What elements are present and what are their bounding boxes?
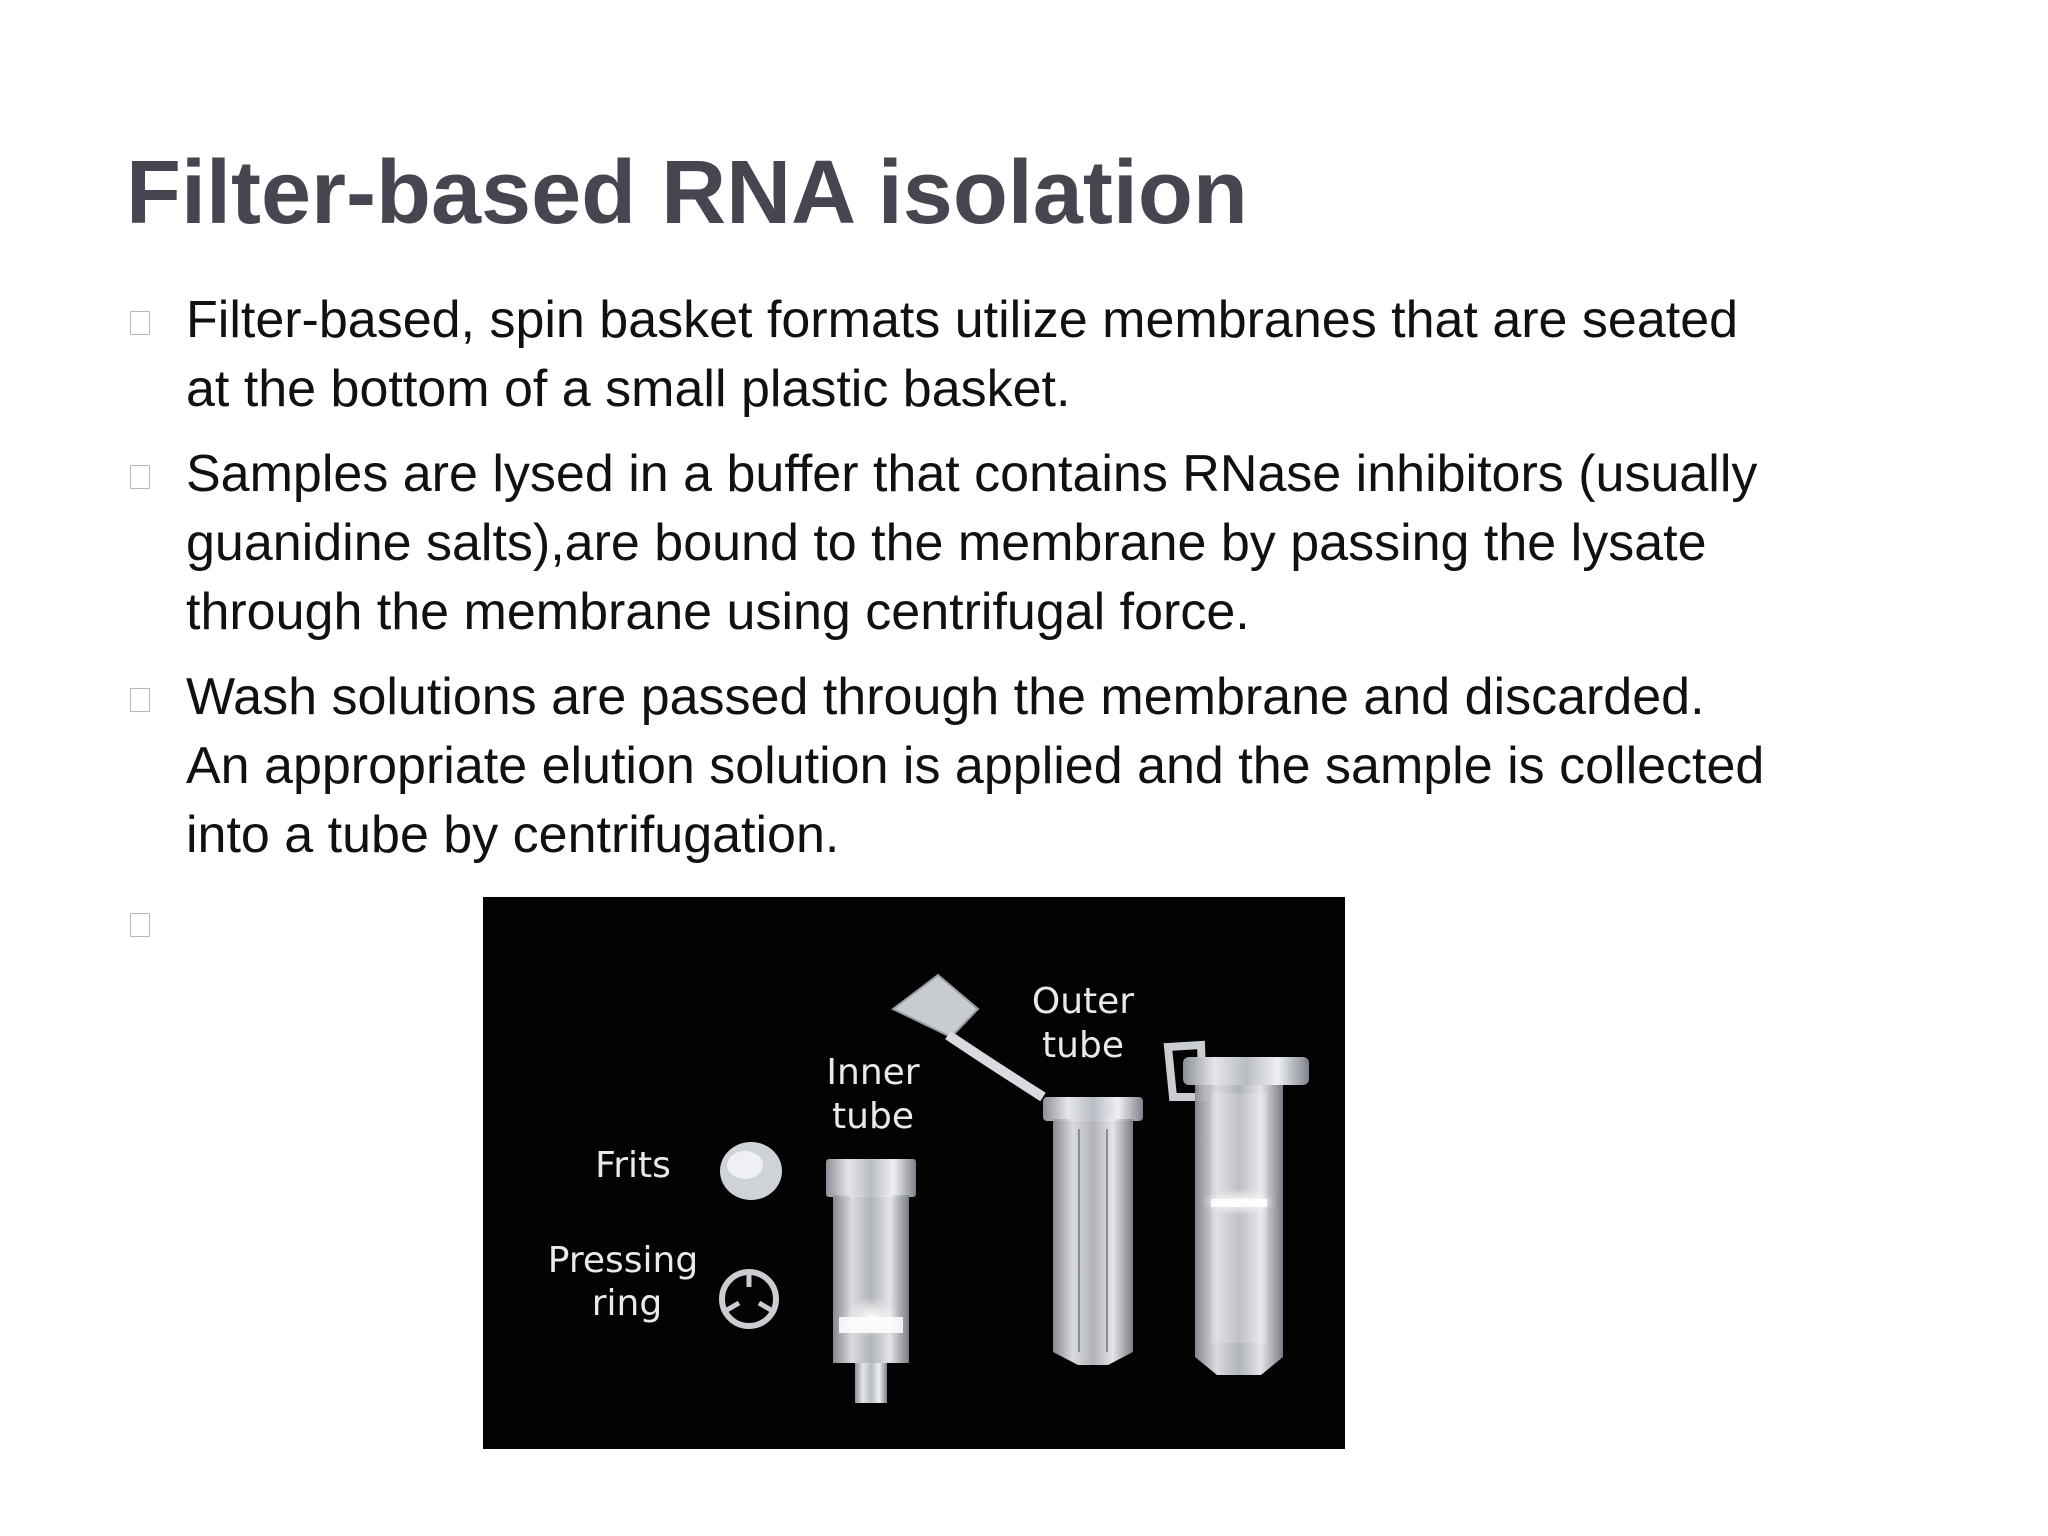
spin-column-illustration [483, 897, 1345, 1449]
frits-label: Frits [595, 1145, 671, 1186]
bullet-text: Filter-based, spin basket formats utilize membranes that are seated at the bottom of a small plastic basket. [186, 291, 1739, 418]
frit-disc-shape [720, 1142, 782, 1200]
spin-column-figure [483, 897, 1345, 1449]
bullet-item [126, 440, 1946, 647]
bullet-item [126, 286, 1946, 424]
outer-tube-label-line1: Outer [1031, 981, 1135, 1022]
inner-tube-shape [826, 1159, 916, 1403]
pressing-ring-label-line2: ring [591, 1283, 663, 1324]
bullet-box-icon [130, 688, 150, 712]
inner-tube-label-line1: Inner [826, 1052, 920, 1093]
pressing-ring-label-line1: Pressing [547, 1240, 699, 1281]
assembled-tube-shape [1168, 1045, 1309, 1375]
pressing-ring-shape [722, 1272, 776, 1326]
bullet-box-icon [130, 465, 150, 489]
empty-bullet-box-icon [130, 913, 150, 937]
inner-tube-label-line2: tube [832, 1096, 914, 1137]
bullet-item [126, 663, 1946, 870]
slide-title: Filter-based RNA isolation [126, 143, 1248, 243]
outer-tube-label-line2: tube [1042, 1025, 1124, 1066]
bullet-text: Samples are lysed in a buffer that contains RNase inhibitors (usually guanidine salts),are bound to the membrane by passing the lysate through the membrane using centrifugal force. [186, 445, 1758, 641]
bullet-box-icon [130, 311, 150, 335]
bullet-text: Wash solutions are passed through the membrane and discarded. An appropriate elution solution is applied and the sample is collected into a tube by centrifugation. [186, 668, 1765, 864]
bullet-list [126, 286, 1946, 886]
